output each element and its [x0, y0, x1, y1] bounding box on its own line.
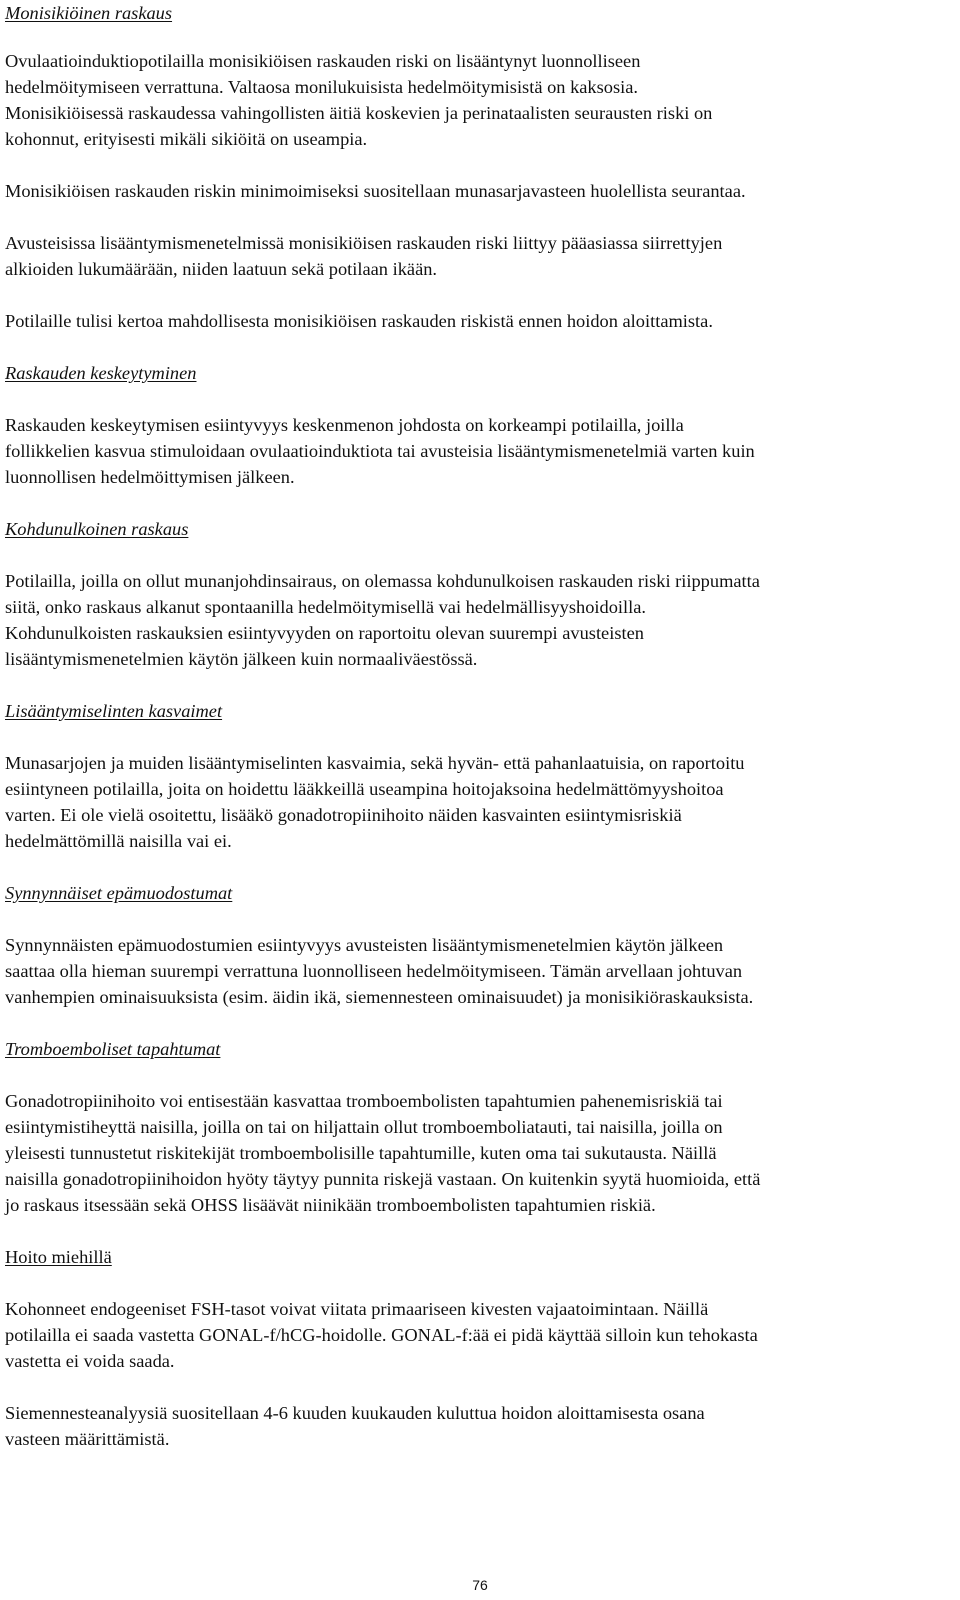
text-line: hedelmöitymiseen verrattuna. Valtaosa monilukuisista hedelmöitymisistä on kaksosia.: [5, 77, 639, 97]
text-line: Potilailla, joilla on ollut munanjohdinsairaus, on olemassa kohdunulkoisen raskauden riski riippumatta: [5, 571, 760, 591]
paragraph: [5, 230, 955, 282]
text-line: Potilaille tulisi kertoa mahdollisesta monisikiöisen raskauden riskistä ennen hoidon aloittamista.: [5, 311, 713, 331]
text-line: Raskauden keskeytymisen esiintyvyys keskenmenon johdosta on korkeampi potilailla, joilla: [5, 415, 684, 435]
section-heading-kohdunulkoinen-raskaus: Kohdunulkoinen raskaus: [5, 519, 189, 539]
paragraph: [5, 412, 955, 490]
section-heading-hoito-miehilla: Hoito miehillä: [5, 1247, 112, 1267]
text-line: saattaa olla hieman suurempi verrattuna luonnolliseen hedelmöitymiseen. Tämän arvellaan johtuvan: [5, 961, 743, 981]
text-line: jo raskaus itsessään sekä OHSS lisäävät niinikään tromboembolisten tapahtumien riskiä.: [5, 1195, 656, 1215]
text-line: yleisesti tunnustetut riskitekijät tromboembolisille tapahtumille, kuten oma tai sukutausta. Näillä: [5, 1143, 717, 1163]
section-heading-lisaantymiselinten-kasvaimet: Lisääntymiselinten kasvaimet: [5, 701, 223, 721]
text-line: esiintyneen potilailla, joita on hoidettu lääkkeillä useampina hoitojaksoina hedelmättömyyshoitoa: [5, 779, 724, 799]
text-line: siitä, onko raskaus alkanut spontaanilla hedelmöitymisellä vai hedelmällisyyshoidoilla.: [5, 597, 646, 617]
text-line: Ovulaatioinduktiopotilailla monisikiöisen raskauden riski on lisääntynyt luonnolliseen: [5, 51, 641, 71]
paragraph: [5, 48, 955, 152]
section-heading-synnynnaiset-epamuodostumat: Synnynnäiset epämuodostumat: [5, 883, 233, 903]
text-line: Synnynnäisten epämuodostumien esiintyvyys avusteisten lisääntymismenetelmien käytön jälkeen: [5, 935, 724, 955]
text-line: Avusteisissa lisääntymismenetelmissä monisikiöisen raskauden riski liittyy pääasiassa siirrettyjen: [5, 233, 723, 253]
text-line: alkioiden lukumäärään, niiden laatuun sekä potilaan ikään.: [5, 259, 438, 279]
text-line: esiintymistiheyttä naisilla, joilla on tai on hiljattain ollut tromboemboliatauti, tai naisilla, joilla on: [5, 1117, 723, 1137]
text-line: vastetta ei voida saada.: [5, 1351, 175, 1371]
paragraph: [5, 308, 955, 334]
text-line: Gonadotropiinihoito voi entisestään kasvattaa tromboembolisten tapahtumien pahenemisriskiä tai: [5, 1091, 723, 1111]
text-line: Monisikiöisessä raskaudessa vahingollisten äitiä koskevien ja perinataalisten seurausten riski on: [5, 103, 713, 123]
text-line: Siemennesteanalyysiä suositellaan 4-6 kuuden kuukauden kuluttua hoidon aloittamisesta osana: [5, 1403, 705, 1423]
text-line: naisilla gonadotropiinihoidon hyöty täytyy punnita riskejä vastaan. On kuitenkin syytä huomioida, että: [5, 1169, 761, 1189]
text-line: Kohdunulkoisten raskauksien esiintyvyyden on raportoitu olevan suurempi avusteisten: [5, 623, 644, 643]
text-line: vasteen määrittämistä.: [5, 1429, 170, 1449]
paragraph: [5, 1296, 955, 1374]
text-line: Monisikiöisen raskauden riskin minimoimiseksi suositellaan munasarjavasteen huolellista seurantaa.: [5, 181, 746, 201]
text-line: kohonnut, erityisesti mikäli sikiöitä on useampia.: [5, 129, 368, 149]
text-line: Kohonneet endogeeniset FSH-tasot voivat viitata primaariseen kivesten vajaatoimintaan. Näillä: [5, 1299, 709, 1319]
paragraph: [5, 1088, 955, 1218]
text-line: hedelmättömillä naisilla vai ei.: [5, 831, 232, 851]
paragraph: [5, 178, 955, 204]
section-heading-tromboemboliset-tapahtumat: Tromboemboliset tapahtumat: [5, 1039, 221, 1059]
paragraph: [5, 750, 955, 854]
text-line: luonnollisen hedelmöittymisen jälkeen.: [5, 467, 295, 487]
text-line: follikkelien kasvua stimuloidaan ovulaatioinduktiota tai avusteisia lisääntymismenetelmiä varten kuin: [5, 441, 755, 461]
document-page: [5, 0, 955, 1452]
text-line: varten. Ei ole vielä osoitettu, lisääkö gonadotropiinihoito näiden kasvainten esiintymisriskiä: [5, 805, 682, 825]
text-line: Munasarjojen ja muiden lisääntymiselinten kasvaimia, sekä hyvän- että pahanlaatuisia, on raportoitu: [5, 753, 745, 773]
paragraph: [5, 1400, 955, 1452]
section-heading-raskauden-keskeytyminen: Raskauden keskeytyminen: [5, 363, 197, 383]
paragraph: [5, 932, 955, 1010]
text-line: vanhempien ominaisuuksista (esim. äidin ikä, siemennesteen ominaisuudet) ja monisikiöraskauksista.: [5, 987, 754, 1007]
paragraph: [5, 568, 955, 672]
text-line: potilailla ei saada vastetta GONAL-f/hCG-hoidolle. GONAL-f:ää ei pidä käyttää silloin kun tehokasta: [5, 1325, 758, 1345]
section-heading-monisikioinen-raskaus: Monisikiöinen raskaus: [5, 3, 173, 23]
page-number: 76: [472, 1577, 488, 1593]
text-line: lisääntymismenetelmien käytön jälkeen kuin normaaliväestössä.: [5, 649, 478, 669]
